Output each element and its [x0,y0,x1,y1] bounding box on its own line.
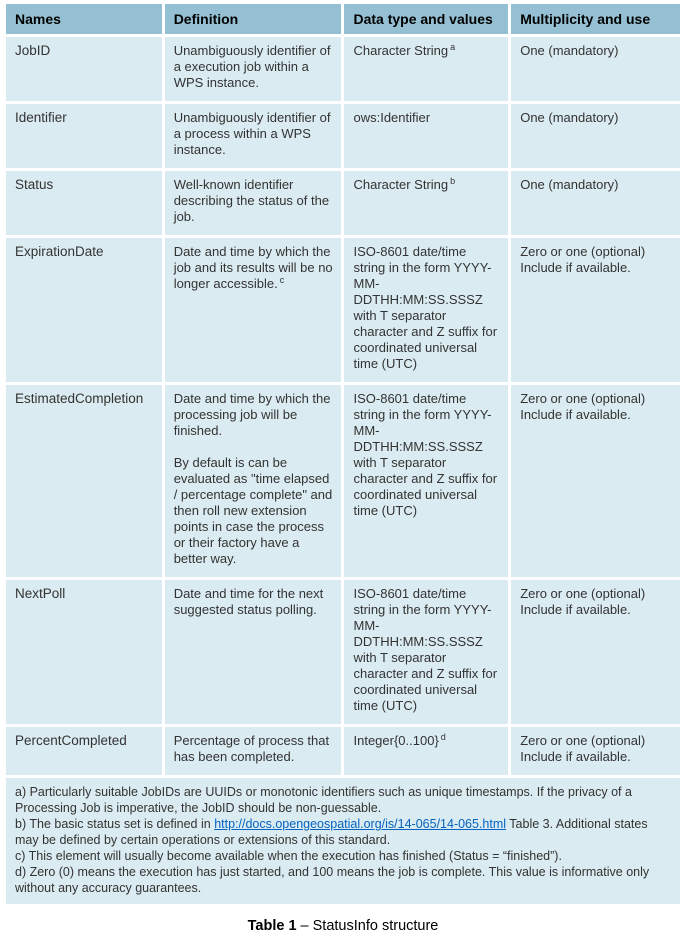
footnote-ref: d [440,731,446,742]
definition-paragraph: Well-known identifier describing the status of the job. [173,177,330,224]
multiplicity-line: Include if available. [520,407,631,422]
row-definition-cell [165,104,342,168]
table-row [6,238,680,382]
row-definition-cell [165,727,342,775]
row-definition-cell [165,238,342,382]
table-row [6,580,680,724]
footnotes-cell [6,778,680,904]
row-datatype-cell: Integer{0..100} $^d$ [344,727,508,775]
row-definition-cell [165,580,342,724]
row-multiplicity-cell [511,727,680,775]
row-multiplicity-cell [511,171,680,235]
multiplicity-line: Zero or one (optional) [520,733,646,748]
column-header-multiplicity: Multiplicity and use [511,4,680,34]
row-multiplicity-cell [511,104,680,168]
row-datatype-cell: Character String $^b$ [344,171,508,235]
table-caption-number: Table 1 [247,918,297,934]
table-row [6,37,680,101]
footnotes-row [6,778,680,904]
table-caption [3,907,683,946]
row-definition-cell [165,171,342,235]
row-definition-cell [165,385,342,577]
multiplicity-line: One (mandatory) [520,110,619,125]
multiplicity-line: Include if available. [520,260,631,275]
row-name-cell: Status [6,171,162,235]
row-datatype-cell: ISO-8601 date/time string in the form YYYY-MM-DDTHH:MM:SS.SSSZ with T separator character and Z suffix for coordinated universal time (UTC) [344,580,508,724]
definition-paragraph: Date and time by which the processing job will be finished. [173,391,331,438]
row-multiplicity-cell [511,238,680,382]
column-header-datatype: Data type and values [344,4,508,34]
definition-paragraph: Unambiguously identifier of a execution job within a WPS instance. [173,43,331,90]
multiplicity-line: One (mandatory) [520,43,619,58]
table-header-row [6,4,680,34]
row-datatype-cell: ISO-8601 date/time string in the form YYYY-MM-DDTHH:MM:SS.SSSZ with T separator character and Z suffix for coordinated universal time (UTC) [344,238,508,382]
multiplicity-line: Include if available. [520,749,631,764]
table-row [6,104,680,168]
row-name-cell: JobID [6,37,162,101]
footnote-ref: b [450,175,456,186]
definition-paragraph: By default is can be evaluated as "time elapsed / percentage complete" and then roll new extension points in case the process or their factory have a better way. [173,455,333,566]
multiplicity-line: Include if available. [520,602,631,617]
row-datatype-cell: Character String $^a$ [344,37,508,101]
multiplicity-line: One (mandatory) [520,177,619,192]
statusinfo-table [3,1,683,907]
row-name-cell: PercentCompleted [6,727,162,775]
row-name-cell: Identifier [6,104,162,168]
footnote: d) Zero (0) means the execution has just started, and 100 means the job is complete. This value is informative only without any accuracy guarantees. [15,865,650,895]
footnote: b) The basic status set is defined in http://docs.opengeospatial.org/is/14-065/14-065.html Table 3. Additional states may be defined by certain operations or extensions of this standard. [15,817,648,847]
footnote: a) Particularly suitable JobIDs are UUIDs or monotonic identifiers such as unique timestamps. If the privacy of a Processing Job is imperative, the JobID should be non-guessable. [15,785,632,815]
row-multiplicity-cell [511,37,680,101]
row-name-cell: EstimatedCompletion [6,385,162,577]
row-datatype-cell: ISO-8601 date/time string in the form YYYY-MM-DDTHH:MM:SS.SSSZ with T separator character and Z suffix for coordinated universal time (UTC) [344,385,508,577]
footnote-link[interactable]: http://docs.opengeospatial.org/is/14-065/14-065.html [214,817,507,831]
multiplicity-line: Zero or one (optional) [520,244,646,259]
definition-paragraph: Unambiguously identifier of a process within a WPS instance. [173,110,331,157]
table-caption-title: – StatusInfo structure [296,918,439,934]
row-definition-cell [165,37,342,101]
definition-paragraph: Date and time by which the job and its results will be no longer accessible. $^c$ [173,244,333,291]
footnote-ref: c [279,274,285,285]
row-name-cell: ExpirationDate [6,238,162,382]
definition-paragraph: Percentage of process that has been completed. [173,733,330,764]
row-multiplicity-cell [511,580,680,724]
footnote: c) This element will usually become available when the execution has finished (Status = “finished”). [15,849,562,863]
table-row [6,171,680,235]
multiplicity-line: Zero or one (optional) [520,391,646,406]
row-datatype-cell: ows:Identifier [344,104,508,168]
table-row [6,727,680,775]
row-name-cell: NextPoll [6,580,162,724]
column-header-names: Names [6,4,162,34]
multiplicity-line: Zero or one (optional) [520,586,646,601]
footnote-ref: a [450,41,456,52]
definition-paragraph: Date and time for the next suggested status polling. [173,586,324,617]
row-multiplicity-cell [511,385,680,577]
column-header-definition: Definition [165,4,342,34]
table-row [6,385,680,577]
